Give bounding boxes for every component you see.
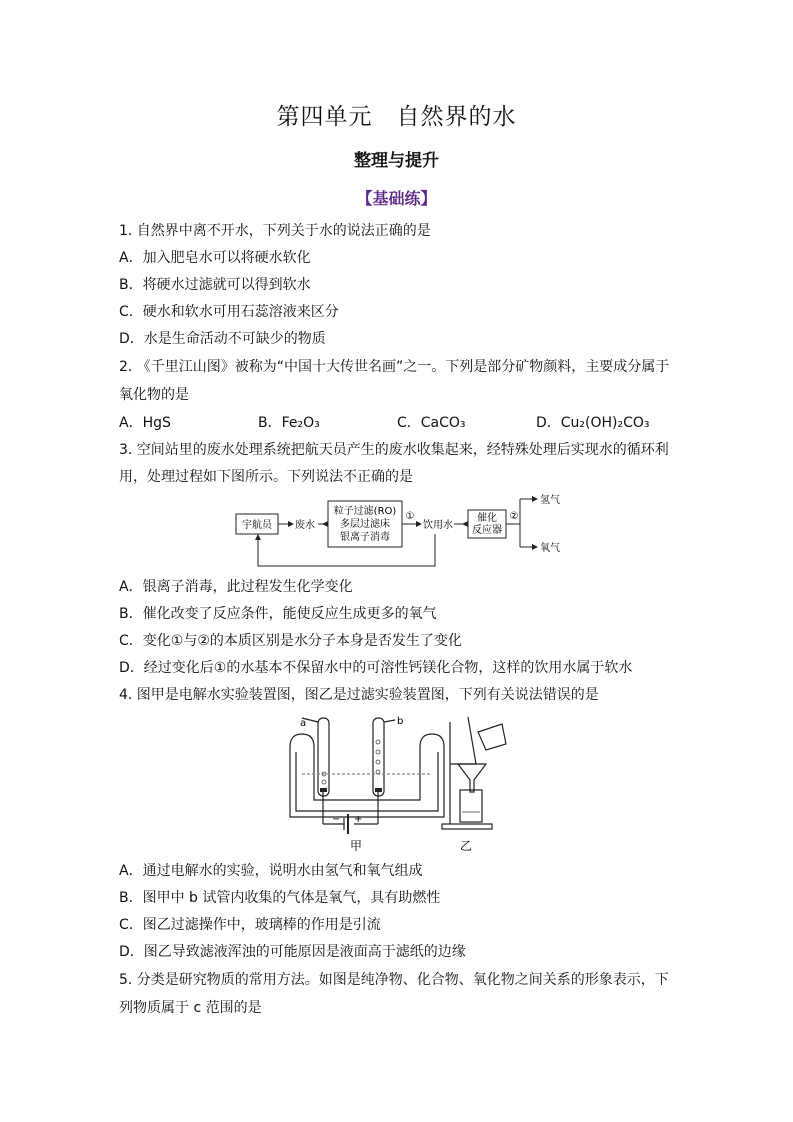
q2-stem-line2: 氧化物的是: [119, 387, 189, 403]
q4-option-d[interactable]: D．图乙导致滤液浑浊的可能原因是液面高于滤纸的边缘: [119, 944, 466, 960]
q3-option-c[interactable]: C．变化①与②的本质区别是水分子本身是否发生了变化: [119, 633, 462, 649]
caption-yi: 乙: [460, 839, 473, 853]
filtration-apparatus: [442, 717, 506, 829]
q1-option-d[interactable]: D．水是生命活动不可缺少的物质: [119, 331, 326, 347]
plus-sign: +: [354, 814, 363, 825]
step1-marker: ①: [405, 511, 415, 522]
page-subtitle: 整理与提升: [354, 151, 439, 171]
q4-option-a[interactable]: A．通过电解水的实验，说明水由氢气和氧气组成: [119, 863, 423, 879]
q1-option-c[interactable]: C．硬水和软水可用石蕊溶液来区分: [119, 304, 339, 320]
q2-option-a[interactable]: A．HgS: [119, 415, 171, 431]
q2-option-b[interactable]: B．Fe₂O₃: [258, 415, 320, 431]
filter-label-1: 粒子过滤(RO): [333, 506, 397, 517]
filter-label-2: 多层过滤床: [340, 519, 390, 530]
q1-stem: 1. 自然界中离不开水，下列关于水的说法正确的是: [119, 223, 431, 239]
hydrogen-label: 氢气: [540, 495, 560, 506]
minus-sign: −: [332, 814, 341, 825]
q2-option-d[interactable]: D．Cu₂(OH)₂CO₃: [536, 415, 650, 431]
q3-option-d[interactable]: D．经过变化后①的水基本不保留水中的可溶性钙镁化合物，这样的饮用水属于软水: [119, 660, 633, 676]
oxygen-label: 氧气: [540, 543, 560, 554]
page-title: 第四单元 自然界的水: [276, 104, 517, 130]
q2-options: [119, 414, 679, 432]
electrolysis-filtration-figure: [280, 712, 530, 857]
q2-stem-line1: 2. 《千里江山图》被称为“中国十大传世名画”之一。下列是部分矿物颜料，主要成分属于: [119, 359, 670, 375]
q1-option-a[interactable]: A．加入肥皂水可以将硬水软化: [119, 250, 311, 266]
q2-option-c[interactable]: C．CaCO₃: [397, 415, 466, 431]
q3-option-b[interactable]: B．催化改变了反应条件，能使反应生成更多的氧气: [119, 606, 437, 622]
q5-stem-line2: 列物质属于 c 范围的是: [119, 1000, 262, 1016]
step2-marker: ②: [509, 511, 519, 522]
q3-stem-line1: 3. 空间站里的废水处理系统把航天员产生的废水收集起来，经特殊处理后实现水的循环利: [119, 442, 669, 458]
q5-stem-line1: 5. 分类是研究物质的常用方法。如图是纯净物、化合物、氧化物之间关系的形象表示，下: [119, 972, 669, 988]
drinking-water-label: 饮用水: [423, 520, 453, 531]
q3-option-a[interactable]: A．银离子消毒，此过程发生化学变化: [119, 579, 353, 595]
reactor-label-2: 反应器: [472, 525, 502, 536]
q4-stem: 4. 图甲是电解水实验装置图，图乙是过滤实验装置图，下列有关说法错误的是: [119, 687, 599, 703]
q4-option-b[interactable]: B．图甲中 b 试管内收集的气体是氧气，具有助燃性: [119, 890, 441, 906]
waste-water-label: 废水: [295, 520, 315, 531]
battery-icon: [323, 792, 378, 834]
caption-jia: 甲: [350, 839, 363, 853]
electrolysis-apparatus: [290, 718, 444, 817]
label-a: a: [300, 718, 307, 729]
q1-option-b[interactable]: B．将硬水过滤就可以得到软水: [119, 277, 311, 293]
reactor-label-1: 催化: [477, 513, 497, 524]
section-heading: 【基础练】: [356, 189, 437, 208]
label-b: b: [397, 716, 404, 727]
filter-label-3: 银离子消毒: [340, 532, 390, 543]
astronaut-label: 宇航员: [242, 520, 272, 531]
q4-option-c[interactable]: C．图乙过滤操作中，玻璃棒的作用是引流: [119, 917, 381, 933]
water-treatment-diagram: [230, 493, 570, 573]
q3-stem-line2: 用，处理过程如下图所示。下列说法不正确的是: [119, 469, 413, 485]
